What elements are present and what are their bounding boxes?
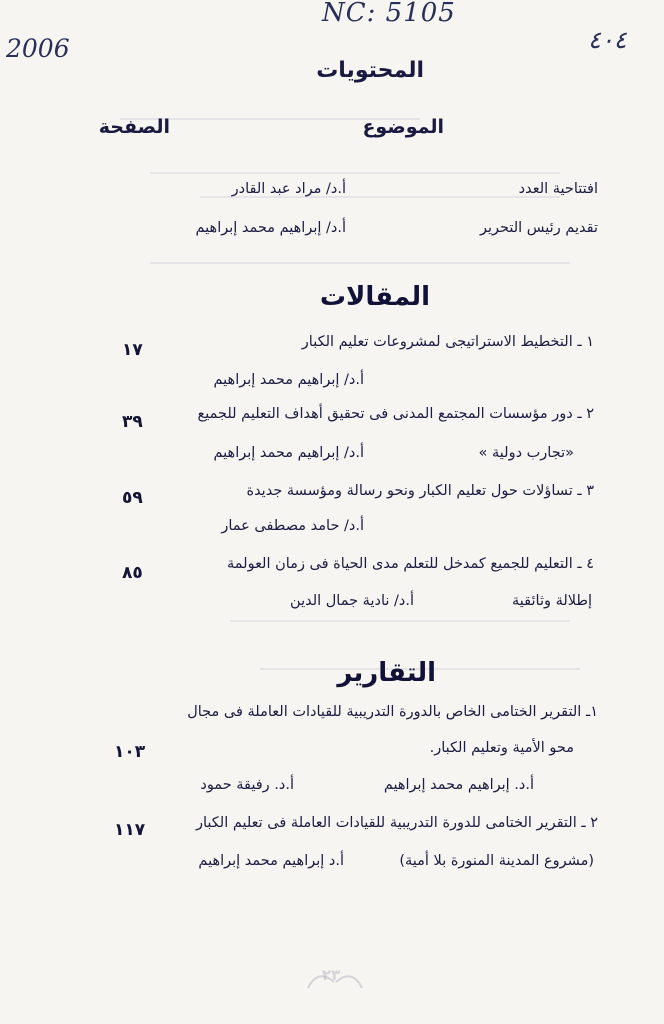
toc-entry-author: أ.د. رفيقة حمود xyxy=(200,777,294,793)
toc-entry-page: ٥٩ xyxy=(122,488,143,508)
page-title: المحتويات xyxy=(316,58,424,83)
bleed-through xyxy=(150,172,560,174)
toc-entry-title: ١ ـ التخطيط الاستراتيجى لمشروعات تعليم الكبار xyxy=(301,334,594,350)
toc-entry-page: ١١٧ xyxy=(114,820,146,840)
toc-entry-author: أ.د/ إبراهيم محمد إبراهيم xyxy=(213,372,364,388)
toc-entry-page: ٣٩ xyxy=(122,412,143,432)
column-header-page: الصفحة xyxy=(98,116,170,138)
page-number: ٢٣ xyxy=(322,966,341,984)
toc-entry-author: أ.د/ نادية جمال الدين xyxy=(290,593,414,609)
toc-entry-subtitle: (مشروع المدينة المنورة بلا أمية) xyxy=(399,853,594,869)
section-heading-reports: التقارير xyxy=(337,658,436,688)
toc-entry-author: أ.د/ حامد مصطفى عمار xyxy=(221,518,364,534)
handwritten-year: 2006 xyxy=(6,34,70,63)
intro-title: افتتاحية العدد xyxy=(518,181,598,197)
toc-entry-subtitle: إطلالة وثائقية xyxy=(512,593,592,609)
toc-entry-page: ٨٥ xyxy=(122,563,143,583)
toc-entry-subtitle: «تجارب دولية » xyxy=(478,445,574,461)
handwritten-catalog-number: NC: 5105 xyxy=(322,0,456,28)
toc-entry-page: ١٧ xyxy=(122,340,143,360)
bleed-through xyxy=(150,262,570,264)
intro-title: تقديم رئيس التحرير xyxy=(479,220,598,236)
toc-entry-title: ١ـ التقرير الختامى الخاص بالدورة التدريبية للقيادات العاملة فى مجال xyxy=(187,704,598,720)
toc-entry-author: أ.د/ إبراهيم محمد إبراهيم xyxy=(213,445,364,461)
intro-author: أ.د/ إبراهيم محمد إبراهيم xyxy=(195,220,346,236)
toc-entry-title: ٣ ـ تساؤلات حول تعليم الكبار ونحو رسالة ومؤسسة جديدة xyxy=(246,483,594,499)
toc-entry-author: أ.د. إبراهيم محمد إبراهيم xyxy=(383,777,534,793)
column-header-topic: الموضوع xyxy=(362,116,444,138)
toc-entry-subtitle: محو الأمية وتعليم الكبار. xyxy=(429,740,574,756)
toc-entry-title: ٢ ـ دور مؤسسات المجتمع المدنى فى تحقيق أهداف التعليم للجميع xyxy=(197,406,594,422)
toc-entry-title: ٢ ـ التقرير الختامى للدورة التدريبية للقيادات العاملة فى تعليم الكبار xyxy=(195,815,598,831)
toc-entry-author: أ.د إبراهيم محمد إبراهيم xyxy=(198,853,344,869)
toc-entry-page: ١٠٣ xyxy=(114,742,146,762)
section-heading-articles: المقالات xyxy=(319,282,430,312)
bleed-through xyxy=(230,620,570,622)
intro-author: أ.د/ مراد عبد القادر xyxy=(231,181,346,197)
handwritten-number: ٤٠٤ xyxy=(588,26,627,54)
toc-entry-title: ٤ ـ التعليم للجميع كمدخل للتعلم مدى الحياة فى زمان العولمة xyxy=(227,556,594,572)
